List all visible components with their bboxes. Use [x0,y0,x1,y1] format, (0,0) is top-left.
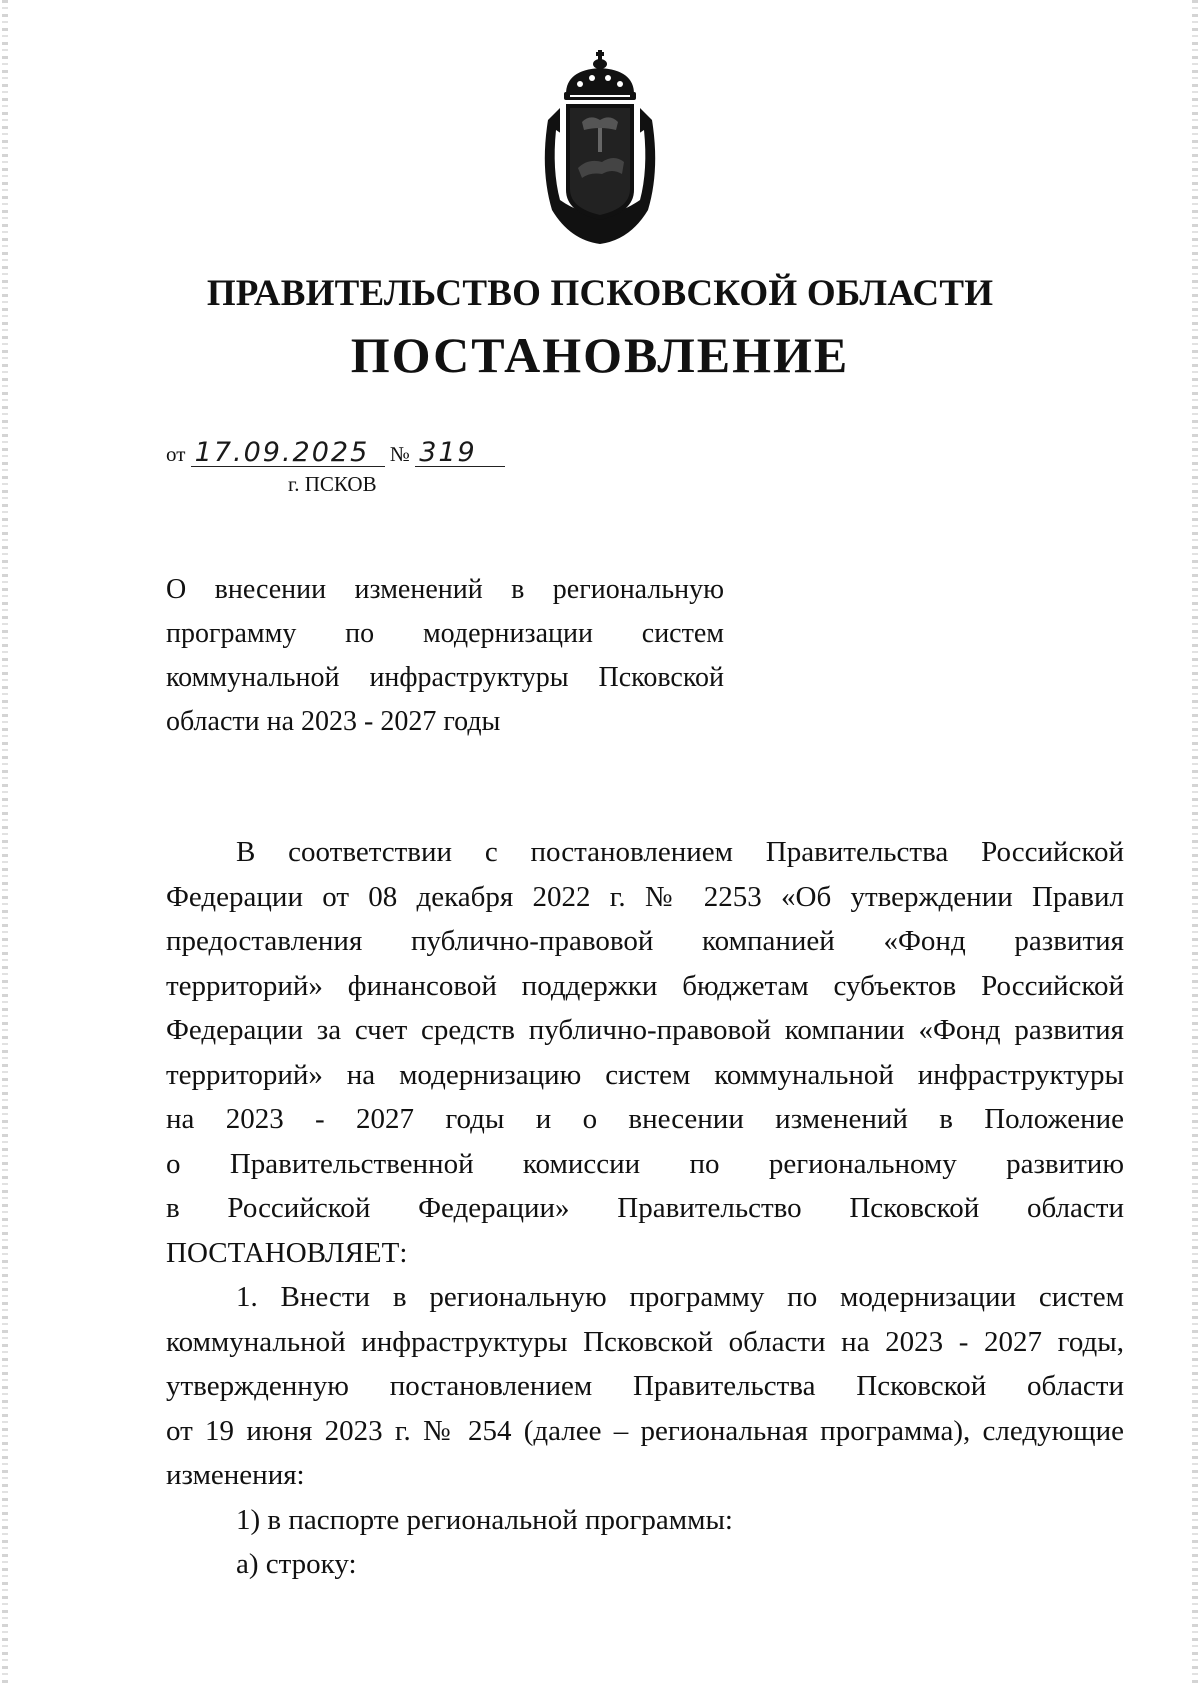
date-prefix: от [166,442,186,466]
body-line: 1. Внести в региональную программу по модернизации систем [236,1281,1124,1313]
dateline [166,437,505,468]
document-subject [166,568,724,744]
scan-edge-right [1192,0,1198,1686]
scan-edge-left [2,0,8,1686]
body-line: территорий» на модернизацию систем коммунальной инфраструктуры [166,1058,1124,1091]
document-body [166,830,1124,1587]
subject-line: коммунальной инфраструктуры Псковской [166,662,724,693]
subject-line: О внесении изменений в региональную [166,574,724,605]
handwritten-number: 319 [415,440,505,467]
body-line: Федерации за счет средств публично-правовой компании «Фонд развития [166,1014,1124,1046]
number-sign: № [389,442,410,466]
body-line: о Правительственной комиссии по региональному развитию [166,1147,1124,1180]
body-line: а) строку: [236,1548,357,1580]
document-type-title: ПОСТАНОВЛЕНИЕ [350,327,850,383]
body-line: на 2023 - 2027 годы и о внесении изменений в Положение [166,1103,1124,1135]
body-line: коммунальной инфраструктуры Псковской области на 2023 - 2027 годы, [166,1325,1124,1358]
subject-line: программу по модернизации систем [166,618,724,649]
handwritten-date: 17.09.2025 [191,440,385,467]
body-line: ПОСТАНОВЛЯЕТ: [166,1236,408,1269]
body-line: предоставления публично-правовой компанией «Фонд развития [166,925,1124,957]
body-line: территорий» финансовой поддержки бюджетам субъектов Российской [166,969,1124,1002]
organization-title: ПРАВИТЕЛЬСТВО ПСКОВСКОЙ ОБЛАСТИ [206,273,994,314]
body-line: в Российской Федерации» Правительство Псковской области [166,1192,1124,1224]
body-line: утвержденную постановлением Правительства Псковской области [166,1370,1124,1402]
body-line: изменения: [166,1459,305,1491]
subject-line: области на 2023 - 2027 годы [166,706,501,737]
body-line: 1) в паспорте региональной программы: [236,1503,733,1536]
city-label: г. ПСКОВ [288,472,377,496]
body-line: Федерации от 08 декабря 2022 г. № 2253 «Об утверждении Правил [166,880,1124,913]
body-line: от 19 июня 2023 г. № 254 (далее – региональная программа), следующие [166,1414,1124,1447]
body-line: В соответствии с постановлением Правительства Российской [236,836,1124,868]
coat-of-arms-icon [530,50,670,245]
